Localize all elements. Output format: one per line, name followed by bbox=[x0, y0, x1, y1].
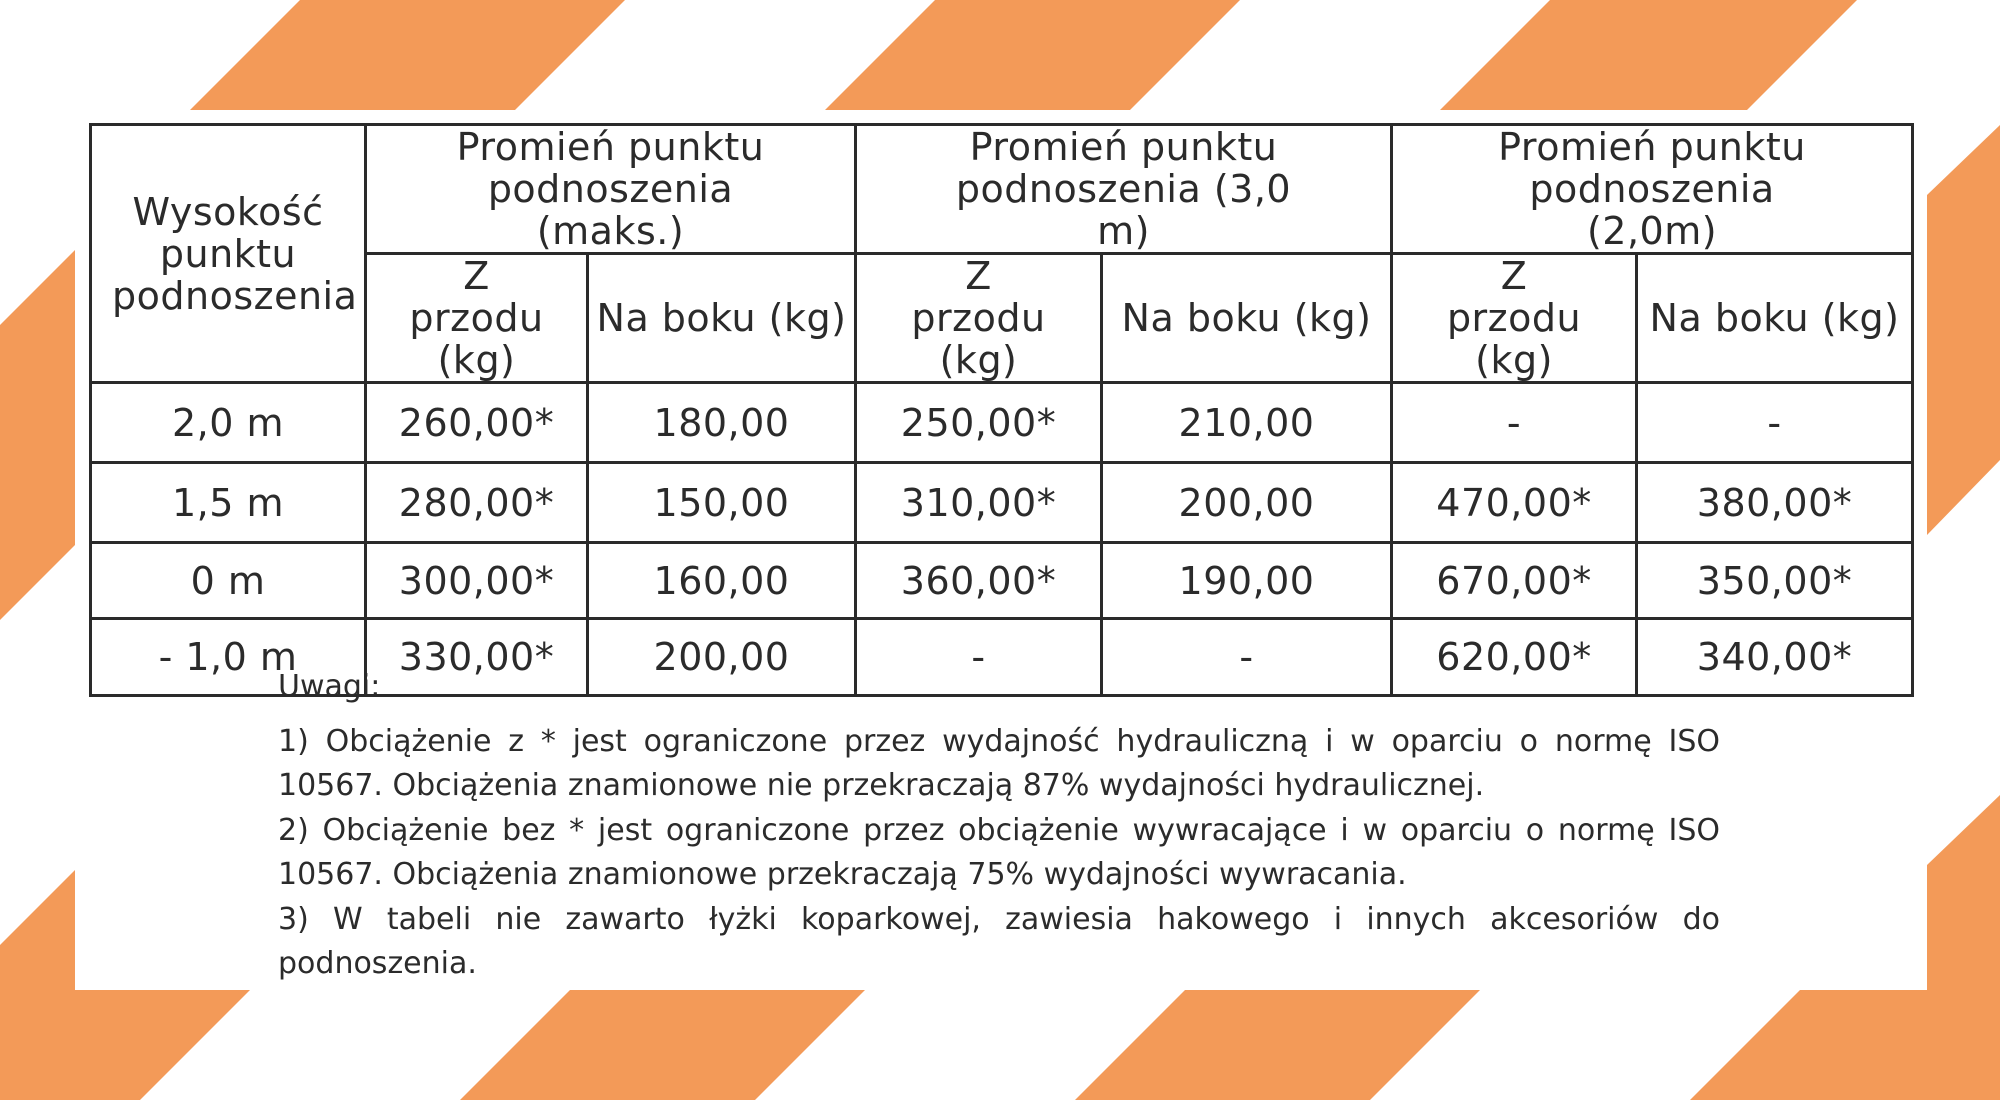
subheader-front-3m: Z przodu (kg) bbox=[856, 254, 1102, 383]
value-cell: - bbox=[1102, 619, 1392, 696]
top-stripe-2 bbox=[825, 0, 1240, 110]
value-cell: - bbox=[1392, 383, 1637, 463]
value-cell: 360,00* bbox=[856, 543, 1102, 619]
group-header-2m: Promień punktu podnoszenia (2,0m) bbox=[1392, 125, 1913, 254]
note-item-1: 1) Obciążenie z * jest ograniczone przez wydajność hydrauliczną i w oparciu o normę ISO 10567. Obciążenia znamionowe nie przekraczają 87% wydajności hydraulicznej. bbox=[278, 723, 1720, 803]
subheader-front-2m: Z przodu (kg) bbox=[1392, 254, 1637, 383]
value-cell: 340,00* bbox=[1637, 619, 1913, 696]
subheader-front-max: Z przodu (kg) bbox=[366, 254, 588, 383]
value-cell: 330,00* bbox=[366, 619, 588, 696]
load-capacity-table bbox=[89, 123, 1914, 697]
bottom-stripe-1 bbox=[0, 990, 250, 1100]
right-stripe-2 bbox=[1927, 795, 2000, 990]
value-cell: - bbox=[856, 619, 1102, 696]
note-item-2: 2) Obciążenie bez * jest ograniczone przez obciążenie wywracające i w oparciu o normę ISO 10567. Obciążenia znamionowe przekraczają 75% wydajności wywracania. bbox=[278, 812, 1720, 892]
table-row bbox=[91, 463, 1913, 543]
value-cell: 260,00* bbox=[366, 383, 588, 463]
height-cell: 2,0 m bbox=[91, 383, 366, 463]
value-cell: 470,00* bbox=[1392, 463, 1637, 543]
row-header-cell: Wysokość punktu podnoszenia bbox=[91, 125, 366, 383]
group-header-3m: Promień punktu podnoszenia (3,0 m) bbox=[856, 125, 1392, 254]
left-stripe-1 bbox=[0, 250, 75, 620]
value-cell: 670,00* bbox=[1392, 543, 1637, 619]
notes-title: Uwagi: bbox=[278, 669, 381, 704]
value-cell: 280,00* bbox=[366, 463, 588, 543]
right-stripe-1 bbox=[1927, 125, 2000, 535]
notes-section bbox=[278, 665, 1720, 987]
height-cell: - 1,0 m bbox=[91, 619, 366, 696]
bottom-stripe-3 bbox=[1075, 990, 1480, 1100]
bottom-stripe-2 bbox=[460, 990, 865, 1100]
value-cell: 190,00 bbox=[1102, 543, 1392, 619]
value-cell: 200,00 bbox=[1102, 463, 1392, 543]
bottom-stripe-4 bbox=[1690, 990, 2000, 1100]
value-cell: 160,00 bbox=[588, 543, 856, 619]
height-cell: 0 m bbox=[91, 543, 366, 619]
subheader-side-2m: Na boku (kg) bbox=[1637, 254, 1913, 383]
table-row bbox=[91, 543, 1913, 619]
value-cell: 380,00* bbox=[1637, 463, 1913, 543]
group-header-max: Promień punktu podnoszenia (maks.) bbox=[366, 125, 856, 254]
value-cell: 180,00 bbox=[588, 383, 856, 463]
table-row bbox=[91, 383, 1913, 463]
value-cell: 200,00 bbox=[588, 619, 856, 696]
top-stripe-1 bbox=[190, 0, 625, 110]
value-cell: 620,00* bbox=[1392, 619, 1637, 696]
subheader-side-max: Na boku (kg) bbox=[588, 254, 856, 383]
table-header-row-groups bbox=[91, 125, 1913, 254]
value-cell: 350,00* bbox=[1637, 543, 1913, 619]
value-cell: 250,00* bbox=[856, 383, 1102, 463]
value-cell: 300,00* bbox=[366, 543, 588, 619]
top-stripe-3 bbox=[1440, 0, 1857, 110]
value-cell: 150,00 bbox=[588, 463, 856, 543]
value-cell: - bbox=[1637, 383, 1913, 463]
note-item-3: 3) W tabeli nie zawarto łyżki koparkowej, zawiesia hakowego i innych akcesoriów do podnoszenia. bbox=[278, 901, 1720, 981]
left-stripe-2 bbox=[0, 870, 75, 990]
height-cell: 1,5 m bbox=[91, 463, 366, 543]
subheader-side-3m: Na boku (kg) bbox=[1102, 254, 1392, 383]
value-cell: 310,00* bbox=[856, 463, 1102, 543]
value-cell: 210,00 bbox=[1102, 383, 1392, 463]
